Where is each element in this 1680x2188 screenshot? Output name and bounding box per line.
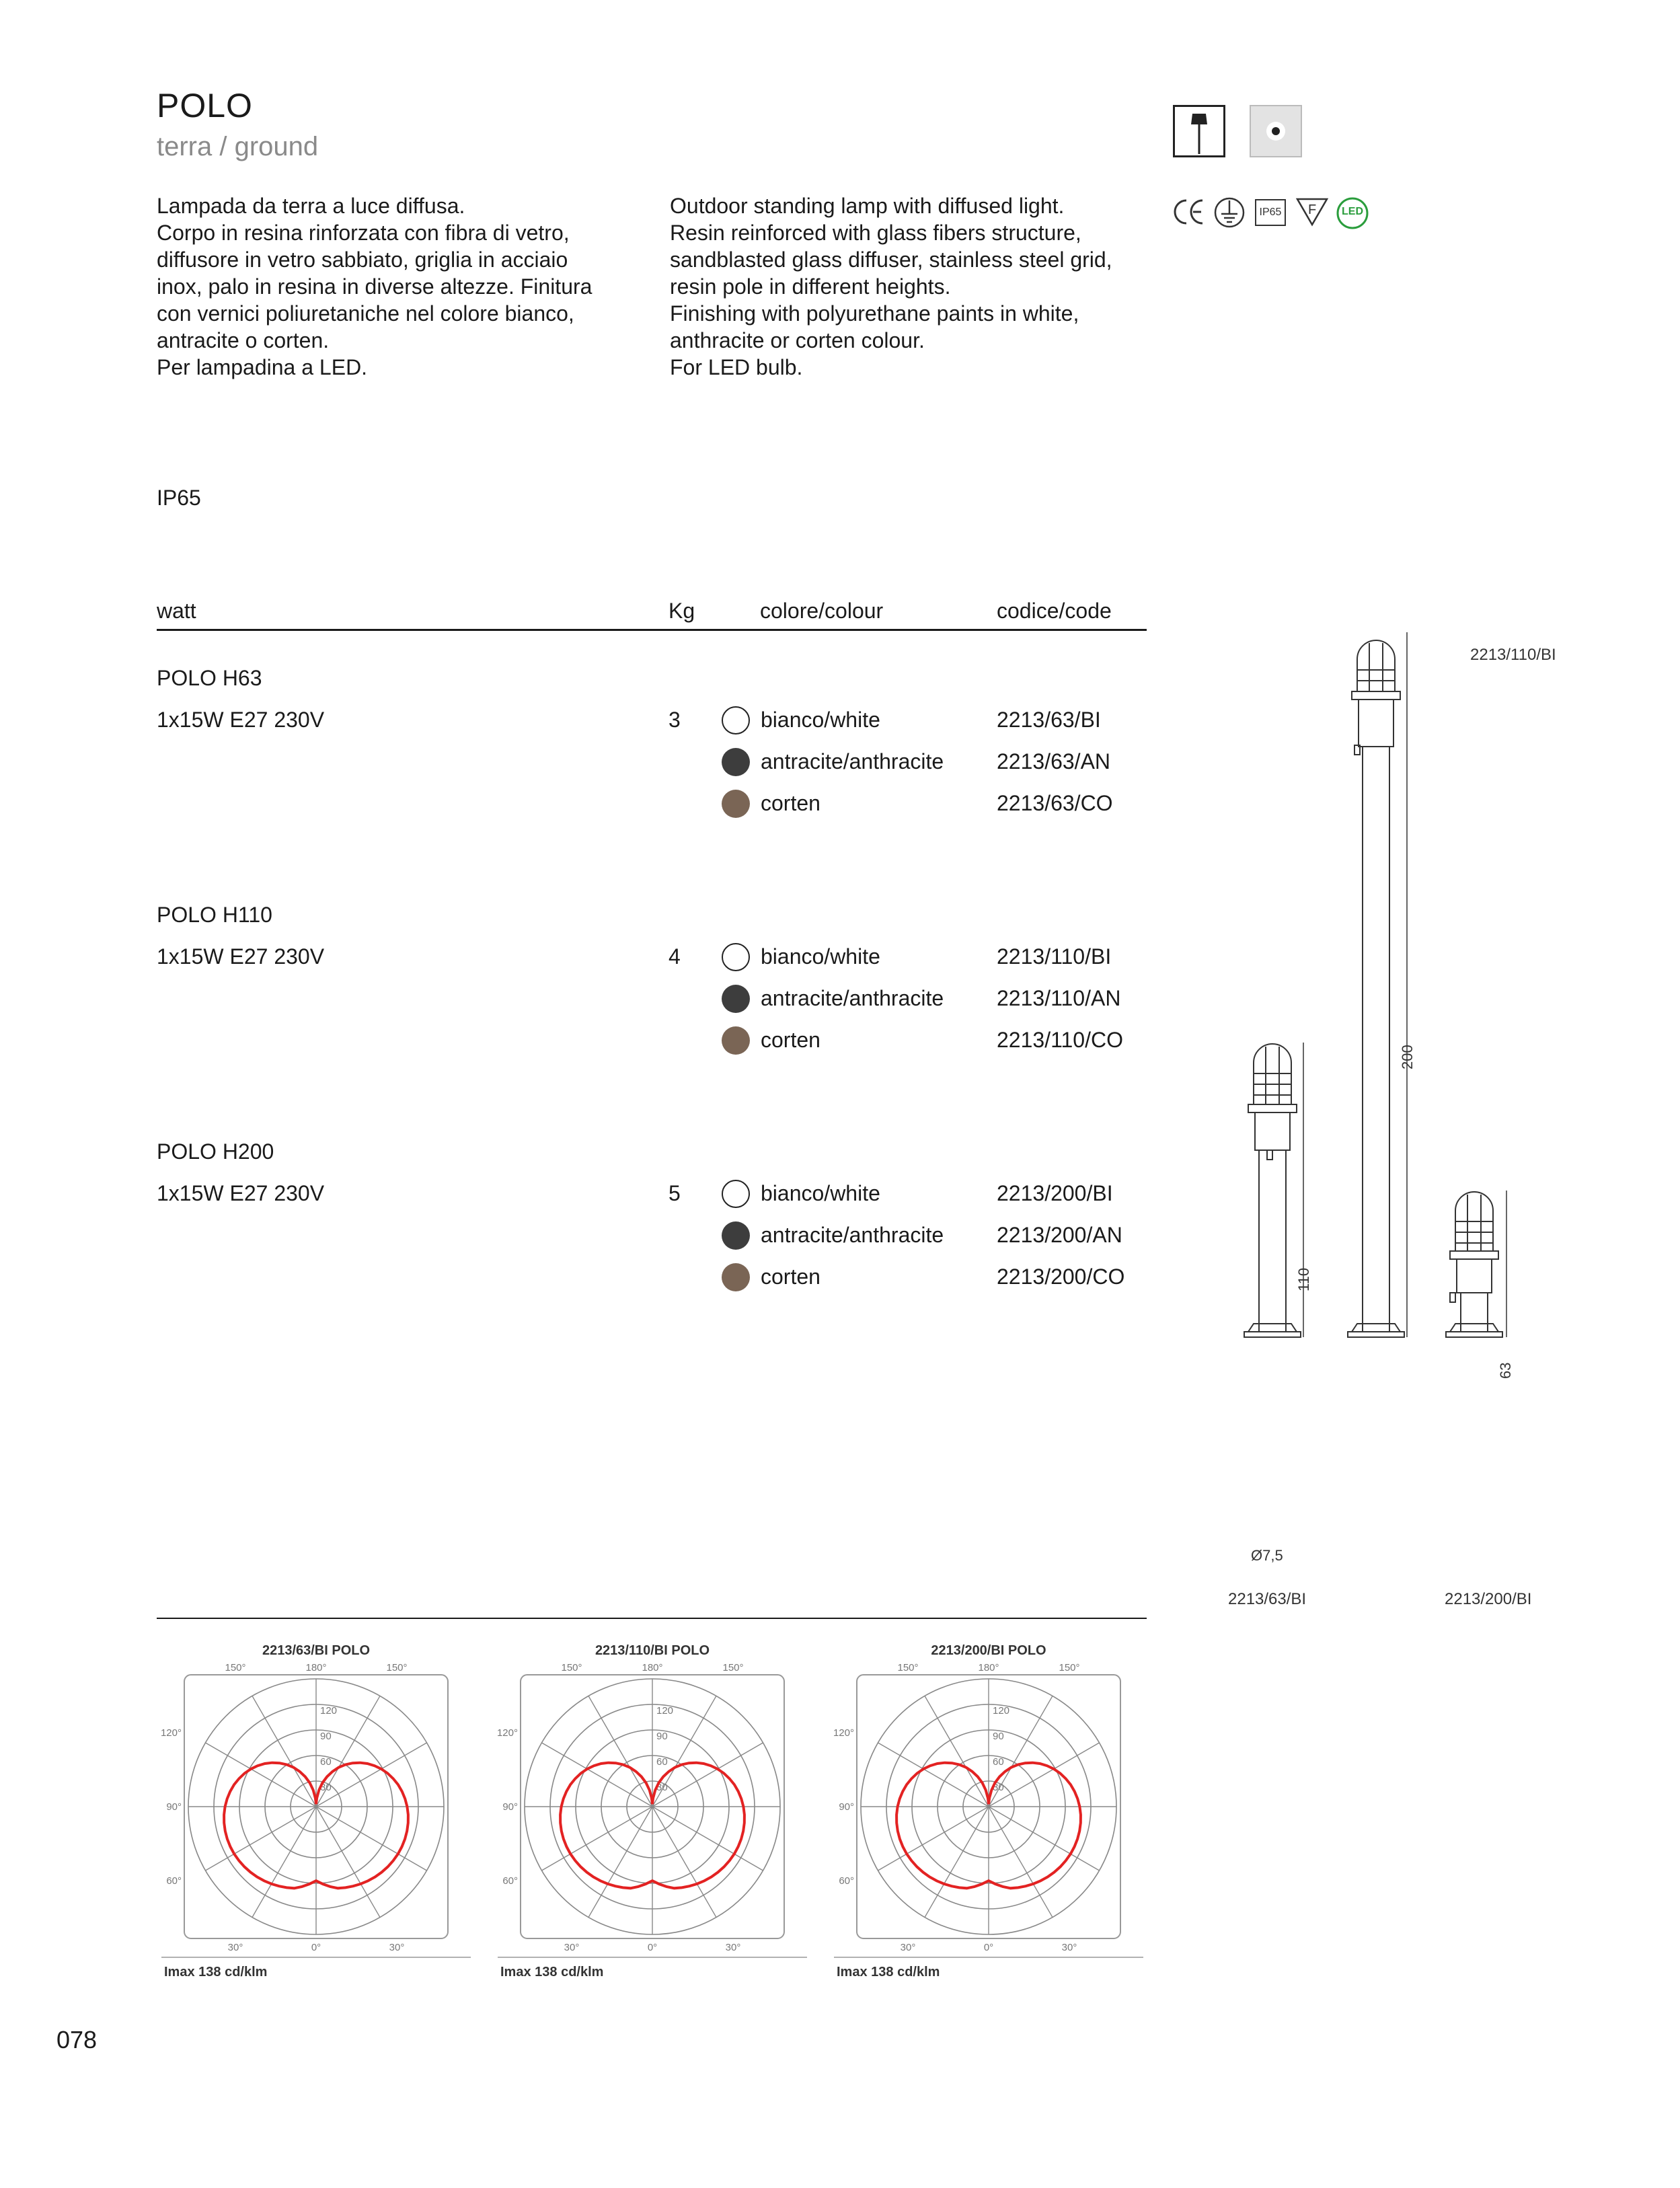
polar-imax-label: Imax 138 cd/klm (164, 1965, 268, 1979)
variant-code: 2213/200/AN (997, 1223, 1122, 1247)
polar-grid-spoke (989, 1743, 1100, 1807)
model-name: POLO H63 (157, 666, 262, 690)
polar-grid-spoke (252, 1807, 316, 1918)
polar-angle-label-bottom: 0° (983, 1942, 994, 1953)
polar-angle-label-top: 150° (225, 1662, 246, 1673)
polar-grid-spoke (652, 1807, 763, 1871)
polar-angle-label-side: 60° (839, 1875, 854, 1887)
polar-angle-label-side: 60° (166, 1875, 182, 1887)
variant-colour: antracite/anthracite (761, 749, 944, 774)
polar-angle-label-bottom: 0° (311, 1942, 321, 1953)
model-name: POLO H110 (157, 903, 272, 927)
polar-grid-spoke (652, 1743, 763, 1807)
polar-grid-spoke (925, 1807, 989, 1918)
polar-angle-label-top: 150° (386, 1662, 408, 1673)
model-kg: 5 (669, 1181, 681, 1205)
polar-grid-spoke (588, 1807, 652, 1918)
polar-angle-label-side: 120° (496, 1727, 518, 1739)
table-header-rule (157, 629, 1147, 631)
polar-angle-label-side: 90° (166, 1801, 182, 1813)
ip65-icon (1255, 199, 1286, 226)
variant-colour: antracite/anthracite (761, 986, 944, 1010)
polar-radial-tick: 60 (993, 1756, 1004, 1768)
polar-title: 2213/63/BI POLO (262, 1643, 371, 1658)
polar-diagram-3 (831, 1638, 1146, 2002)
polar-imax-label: Imax 138 cd/klm (837, 1965, 940, 1979)
variant-code: 2213/110/AN (997, 986, 1121, 1010)
polar-angle-label-side: 90° (839, 1801, 854, 1813)
variant-code: 2213/63/BI (997, 708, 1101, 732)
polar-angle-label-bottom: 30° (725, 1942, 741, 1953)
colour-swatch-corten (722, 1026, 750, 1055)
variant-colour: bianco/white (761, 1181, 880, 1205)
polar-grid-spoke (316, 1807, 427, 1871)
polar-diagram-1 (159, 1638, 473, 2002)
dimension-200: 200 (1399, 1045, 1416, 1069)
product-title: POLO (157, 87, 253, 124)
colour-swatch-white (722, 706, 750, 734)
polar-radial-tick: 90 (656, 1731, 668, 1742)
polar-grid-spoke (316, 1807, 380, 1918)
drawing-label-right: 2213/200/BI (1445, 1590, 1532, 1608)
ip-rating: IP65 (157, 486, 201, 510)
drawing-label-left: 2213/63/BI (1228, 1590, 1307, 1608)
polar-grid-spoke (205, 1807, 316, 1871)
variant-code: 2213/200/BI (997, 1181, 1113, 1205)
polar-title: 2213/110/BI POLO (595, 1643, 710, 1658)
description-italian: Lampada da terra a luce diffusa. Corpo in resina rinforzata con fibra di vetro, diffusore in vetro sabbiato, griglia in acciaio inox, palo in resina in diverse altezze. Finitura con vernici poliuretaniche nel colore bianco, antracite o corten. Per lampadina a LED. (157, 194, 593, 379)
polar-grid-spoke (925, 1696, 989, 1807)
variant-colour: bianco/white (761, 708, 880, 732)
lamp-drawings (1211, 619, 1587, 1359)
polar-grid-spoke (878, 1807, 989, 1871)
variant-colour: corten (761, 791, 820, 815)
polar-radial-tick: 60 (320, 1756, 332, 1768)
polar-radial-tick: 30 (656, 1782, 668, 1793)
polar-angle-label-top: 150° (561, 1662, 582, 1673)
polar-angle-label-side: 120° (833, 1727, 854, 1739)
polar-grid-spoke (588, 1696, 652, 1807)
header-code: codice/code (997, 599, 1112, 623)
variant-code: 2213/63/AN (997, 749, 1111, 774)
ip65-icon-label: IP65 (1259, 206, 1282, 218)
header-colour: colore/colour (760, 599, 884, 623)
model-watt: 1x15W E27 230V (157, 708, 325, 732)
polar-grid-spoke (541, 1743, 652, 1807)
polar-radial-tick: 90 (993, 1731, 1004, 1742)
polar-radial-tick: 30 (320, 1782, 332, 1793)
colour-swatch-white (722, 1180, 750, 1208)
variant-colour: antracite/anthracite (761, 1223, 944, 1247)
polar-angle-label-top: 150° (722, 1662, 744, 1673)
svg-text:F: F (1308, 202, 1317, 217)
polar-angle-label-top: 150° (1059, 1662, 1080, 1673)
polar-angle-label-top: 180° (978, 1662, 999, 1673)
earth-ground-icon (1213, 196, 1246, 229)
polar-angle-label-bottom: 30° (564, 1942, 580, 1953)
model-watt: 1x15W E27 230V (157, 944, 325, 969)
colour-swatch-corten (722, 790, 750, 818)
variant-colour: corten (761, 1028, 820, 1052)
floor-lamp-icon (1173, 105, 1225, 157)
polar-angle-label-bottom: 30° (1061, 1942, 1077, 1953)
led-icon-label: LED (1342, 206, 1363, 217)
colour-swatch-corten (722, 1263, 750, 1291)
photometry-rule (157, 1618, 1147, 1619)
polar-radial-tick: 120 (320, 1705, 338, 1717)
colour-swatch-anthracite (722, 1221, 750, 1250)
model-kg: 3 (669, 708, 681, 732)
page-number: 078 (56, 2026, 98, 2053)
polar-radial-tick: 120 (993, 1705, 1010, 1717)
polar-angle-label-bottom: 30° (900, 1942, 916, 1953)
polar-angle-label-side: 120° (160, 1727, 182, 1739)
variant-code: 2213/110/BI (997, 944, 1112, 969)
ce-mark-icon (1173, 196, 1205, 227)
variant-code: 2213/110/CO (997, 1028, 1123, 1052)
polar-grid-spoke (316, 1743, 427, 1807)
product-subtitle: terra / ground (157, 132, 319, 161)
variant-colour: bianco/white (761, 944, 880, 969)
variant-colour: corten (761, 1265, 820, 1289)
description-english: Outdoor standing lamp with diffused light. Resin reinforced with glass fibers structure, sandblasted glass diffuser, stainless steel grid, resin pole in different heights. Finishing with polyurethane paints in white, anthracite or corten colour. For LED bulb. (670, 194, 1112, 379)
model-name: POLO H200 (157, 1139, 274, 1164)
polar-angle-label-top: 150° (897, 1662, 919, 1673)
polar-angle-label-side: 60° (502, 1875, 518, 1887)
polar-grid-spoke (652, 1807, 716, 1918)
polar-angle-label-top: 180° (305, 1662, 327, 1673)
polar-radial-tick: 120 (656, 1705, 674, 1717)
polar-radial-tick: 30 (993, 1782, 1004, 1793)
polar-angle-label-side: 90° (502, 1801, 518, 1813)
variant-code: 2213/63/CO (997, 791, 1113, 815)
dimension-63: 63 (1497, 1362, 1514, 1379)
variant-code: 2213/200/CO (997, 1265, 1125, 1289)
colour-swatch-anthracite (722, 748, 750, 776)
header-kg: Kg (669, 599, 695, 623)
diffused-light-icon (1250, 105, 1302, 157)
drawing-label-tall: 2213/110/BI (1470, 646, 1556, 664)
polar-radial-tick: 90 (320, 1731, 332, 1742)
polar-imax-label: Imax 138 cd/klm (500, 1965, 604, 1979)
polar-angle-label-bottom: 30° (389, 1942, 405, 1953)
polar-grid-spoke (205, 1743, 316, 1807)
polar-title: 2213/200/BI POLO (931, 1643, 1046, 1658)
colour-swatch-white (722, 943, 750, 971)
polar-angle-label-bottom: 30° (227, 1942, 243, 1953)
dimension-110: 110 (1295, 1267, 1312, 1291)
polar-grid-spoke (878, 1743, 989, 1807)
model-kg: 4 (669, 944, 681, 969)
colour-swatch-anthracite (722, 985, 750, 1013)
diameter-label: Ø7,5 (1251, 1547, 1283, 1564)
polar-diagram-2 (495, 1638, 810, 2002)
polar-grid-spoke (541, 1807, 652, 1871)
polar-angle-label-bottom: 0° (647, 1942, 658, 1953)
polar-grid-spoke (989, 1807, 1100, 1871)
polar-grid-spoke (989, 1807, 1053, 1918)
polar-angle-label-top: 180° (642, 1662, 663, 1673)
f-mark-icon (1295, 196, 1329, 227)
polar-grid-spoke (252, 1696, 316, 1807)
header-watt: watt (157, 599, 196, 623)
led-icon (1336, 196, 1369, 230)
model-watt: 1x15W E27 230V (157, 1181, 325, 1205)
polar-radial-tick: 60 (656, 1756, 668, 1768)
